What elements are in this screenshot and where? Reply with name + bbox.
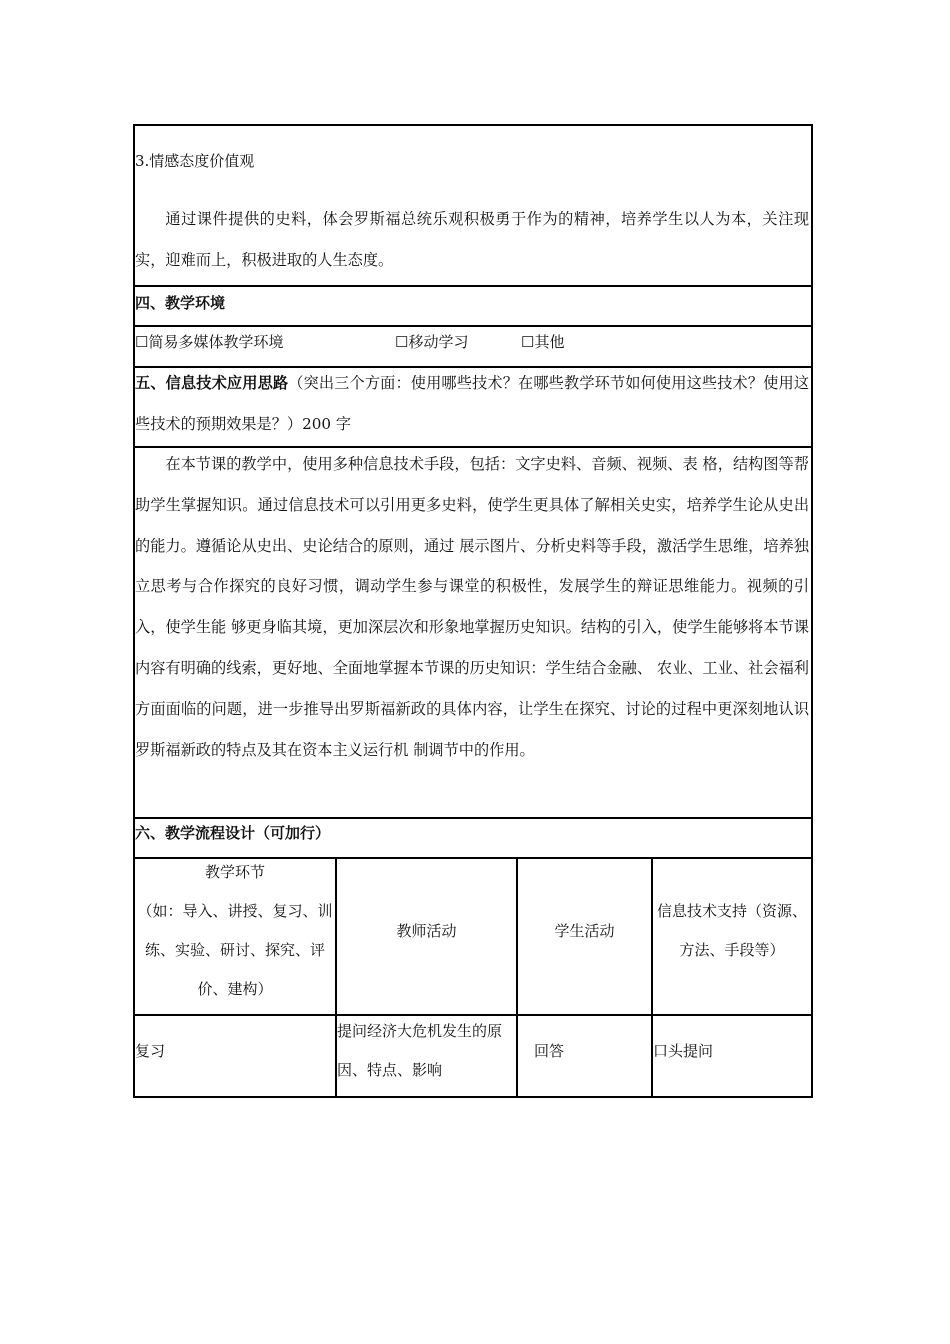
header-student: 学生活动	[554, 922, 615, 940]
checkbox-icon[interactable]: ☐	[135, 333, 149, 351]
row-teacher: 提问经济大危机发生的原因、特点、影响	[337, 1022, 503, 1079]
row-stage: 复习	[135, 1042, 166, 1060]
checkbox-icon[interactable]: ☐	[521, 333, 535, 351]
section6-heading: 六、教学流程设计（可加行）	[135, 824, 331, 842]
header-stage-title: 教学环节	[204, 863, 265, 881]
option-label: 移动学习	[408, 333, 469, 351]
section5-heading-block	[135, 363, 809, 445]
row-tech: 口头提问	[653, 1042, 714, 1060]
option-other[interactable]	[521, 322, 564, 362]
section3-heading: 3.情感态度价值观	[135, 152, 255, 170]
option-mobile[interactable]	[395, 322, 468, 362]
column-divider	[516, 857, 518, 1097]
header-tech: 信息技术支持（资源、方法、手段等）	[656, 902, 807, 959]
section5-note: （突出三个方面：使用哪些技术？在哪些教学环节如何使用这些技术？使用这些技术的预期效果是？）200 字	[135, 374, 810, 433]
section5-body: 在本节课的教学中，使用多种信息技术手段，包括：文字史料、音频、视频、表 格，结构图等帮助学生掌握知识。通过信息技术可以引用更多史料，使学生更具体了解相关史实，培养学生论从史出的能力。遵循论从史出、史论结合的原则，通过 展示图片、分析史料等手段，激活学生思维，培养独立思考与合作探究的良好习惯，调动学生参与课堂的积极性，发展学生的辩证思维能力。视频的引入，使学生能 够更身临其境，更加深层次和形象地掌握历史知识。结构的引入，使学生能够将本节课内容有明确的线索，更好地、全面地掌握本节课的历史知识：学生结合金融、 农业、工业、社会福利方面面临的问题，进一步推导出罗斯福新政的具体内容，让学生在探究、讨论的过程中更深刻地认识罗斯福新政的特点及其在资本主义运行机 制调节中的作用。	[135, 455, 809, 759]
header-stage-examples: （如：导入、讲授、复习、训练、实验、研讨、探究、评价、建构）	[137, 902, 333, 998]
option-multimedia[interactable]	[135, 322, 283, 362]
option-label: 其他	[534, 333, 565, 351]
row-student: 回答	[534, 1042, 565, 1060]
header-stage	[135, 853, 335, 1009]
header-teacher: 教师活动	[396, 922, 457, 940]
section3-body: 通过课件提供的史料，体会罗斯福总统乐观积极勇于作为的精神，培养学生以人为本，关注现实，迎难而上，积极进取的人生态度。	[135, 210, 809, 269]
section4-heading: 四、教学环境	[135, 294, 226, 312]
checkbox-icon[interactable]: ☐	[395, 333, 409, 351]
option-label: 简易多媒体教学环境	[148, 333, 284, 351]
section5-heading: 五、信息技术应用思路	[135, 374, 289, 392]
divider	[133, 285, 813, 287]
